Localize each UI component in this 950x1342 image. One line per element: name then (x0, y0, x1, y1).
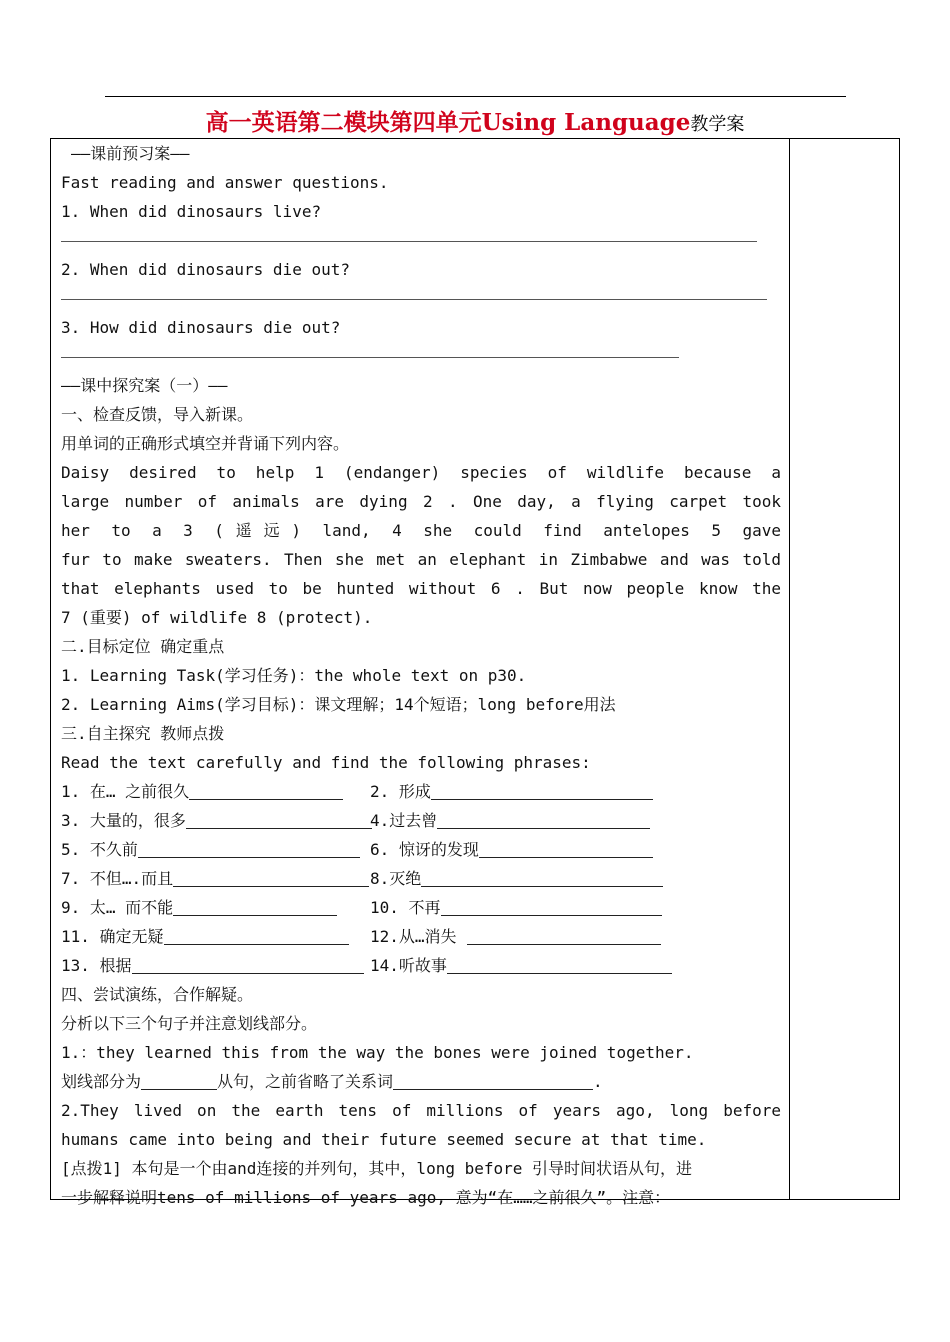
phrase-label: 4.过去曾 (370, 811, 438, 830)
phrase-row (61, 922, 781, 951)
explore-heading: ——课中探究案（一）—— (61, 376, 228, 395)
answer-line-1[interactable] (61, 226, 781, 255)
fill-instruction: 用单词的正确形式填空并背诵下列内容。 (61, 434, 350, 453)
worksheet-content (61, 139, 781, 1212)
phrase-label: 2. 形成 (370, 782, 431, 801)
phrase-blank[interactable] (173, 897, 337, 916)
phrase-blank[interactable] (173, 868, 369, 887)
phrase-row (61, 951, 781, 980)
question-3: 3. How did dinosaurs die out? (61, 318, 341, 337)
clause-type-blank[interactable] (141, 1071, 217, 1090)
analyze-instruction: 分析以下三个句子并注意划线部分。 (61, 1014, 318, 1033)
phrase-blank[interactable] (437, 810, 650, 829)
section-3-heading: 三.自主探究 教师点拨 (61, 724, 225, 743)
phrase-blank[interactable] (431, 781, 653, 800)
phrase-blank[interactable] (479, 839, 653, 858)
paragraph-line-1: Daisy desired to help 1 (endanger) species of wildlife because a (61, 463, 781, 482)
preview-instruction: Fast reading and answer questions. (61, 173, 389, 192)
answer-line-3[interactable] (61, 342, 781, 371)
phrase-blank[interactable] (186, 810, 372, 829)
phrase-row (61, 893, 781, 922)
phrase-blank[interactable] (189, 781, 343, 800)
phrase-blank[interactable] (421, 868, 663, 887)
phrase-label: 10. 不再 (370, 898, 441, 917)
title-main: 高一英语第二模块第四单元Using Language (205, 109, 691, 136)
answer-line-2[interactable] (61, 284, 781, 313)
note-part-b: 从句，之前省略了关系词 (217, 1072, 394, 1091)
phrase-label: 5. 不久前 (61, 840, 138, 859)
note-part-c: . (593, 1072, 603, 1091)
question-2: 2. When did dinosaurs die out? (61, 260, 350, 279)
page-title (0, 108, 950, 140)
sentence-1-note (61, 1067, 781, 1096)
phrase-label: 12.从…消失 (370, 927, 457, 946)
sentence-2-line-2: humans came into being and their future seemed secure at that time. (61, 1130, 707, 1149)
paragraph-line-4: fur to make sweaters. Then she met an elephant in Zimbabwe and was told (61, 550, 781, 569)
tip-line-1: [点拨1] 本句是一个由and连接的并列句，其中，long before 引导时间状语从句，进 (61, 1159, 693, 1178)
phrase-label: 13. 根据 (61, 956, 132, 975)
worksheet-table (50, 138, 900, 1207)
section-1-heading: 一、检查反馈，导入新课。 (61, 405, 254, 424)
phrase-label: 3. 大量的，很多 (61, 811, 186, 830)
notes-column-divider (789, 139, 790, 1199)
phrase-label: 11. 确定无疑 (61, 927, 164, 946)
paragraph-line-3: her to a 3 (遥远) land, 4 she could find antelopes 5 gave (61, 521, 781, 540)
phrase-blank[interactable] (138, 839, 360, 858)
phrase-blank[interactable] (467, 926, 661, 945)
preview-heading: ——课前预习案—— (71, 144, 190, 163)
section-2-heading: 二.目标定位 确定重点 (61, 637, 225, 656)
phrase-label: 7. 不但….而且 (61, 869, 174, 888)
phrase-label: 6. 惊讶的发现 (370, 840, 479, 859)
phrase-blank[interactable] (164, 926, 349, 945)
relative-word-blank[interactable] (393, 1071, 593, 1090)
section-4-heading: 四、尝试演练，合作解疑。 (61, 985, 254, 1004)
phrase-row (61, 864, 781, 893)
phrase-instruction: Read the text carefully and find the following phrases: (61, 753, 591, 772)
phrase-label: 14.听故事 (370, 956, 447, 975)
paragraph-line-2: large number of animals are dying 2 . One day, a flying carpet took (61, 492, 781, 511)
paragraph-line-6: 7 (重要) of wildlife 8 (protect). (61, 608, 373, 627)
phrase-row (61, 777, 781, 806)
tip-line-2: 一步解释说明tens of millions of years ago, 意为“在……之前很久”。注意： (61, 1188, 671, 1207)
phrase-row (61, 835, 781, 864)
note-part-a: 划线部分为 (61, 1072, 142, 1091)
sentence-2-line-1: 2.They lived on the earth tens of millions of years ago, long before (61, 1101, 781, 1120)
learning-task: 1. Learning Task(学习任务)：the whole text on p30. (61, 666, 527, 685)
phrase-label: 8.灭绝 (370, 869, 422, 888)
header-rule (105, 96, 846, 97)
phrase-blank[interactable] (447, 955, 672, 974)
phrase-blank[interactable] (441, 897, 662, 916)
phrase-blank[interactable] (132, 955, 364, 974)
phrase-row (61, 806, 781, 835)
phrase-label: 9. 太… 而不能 (61, 898, 174, 917)
sentence-1: 1.：they learned this from the way the bones were joined together. (61, 1043, 694, 1062)
learning-aims: 2. Learning Aims(学习目标)：课文理解；14个短语；long before用法 (61, 695, 616, 714)
question-1: 1. When did dinosaurs live? (61, 202, 322, 221)
title-suffix: 教学案 (690, 114, 745, 135)
phrase-label: 1. 在… 之前很久 (61, 782, 190, 801)
paragraph-line-5: that elephants used to be hunted without 6 . But now people know the (61, 579, 781, 598)
